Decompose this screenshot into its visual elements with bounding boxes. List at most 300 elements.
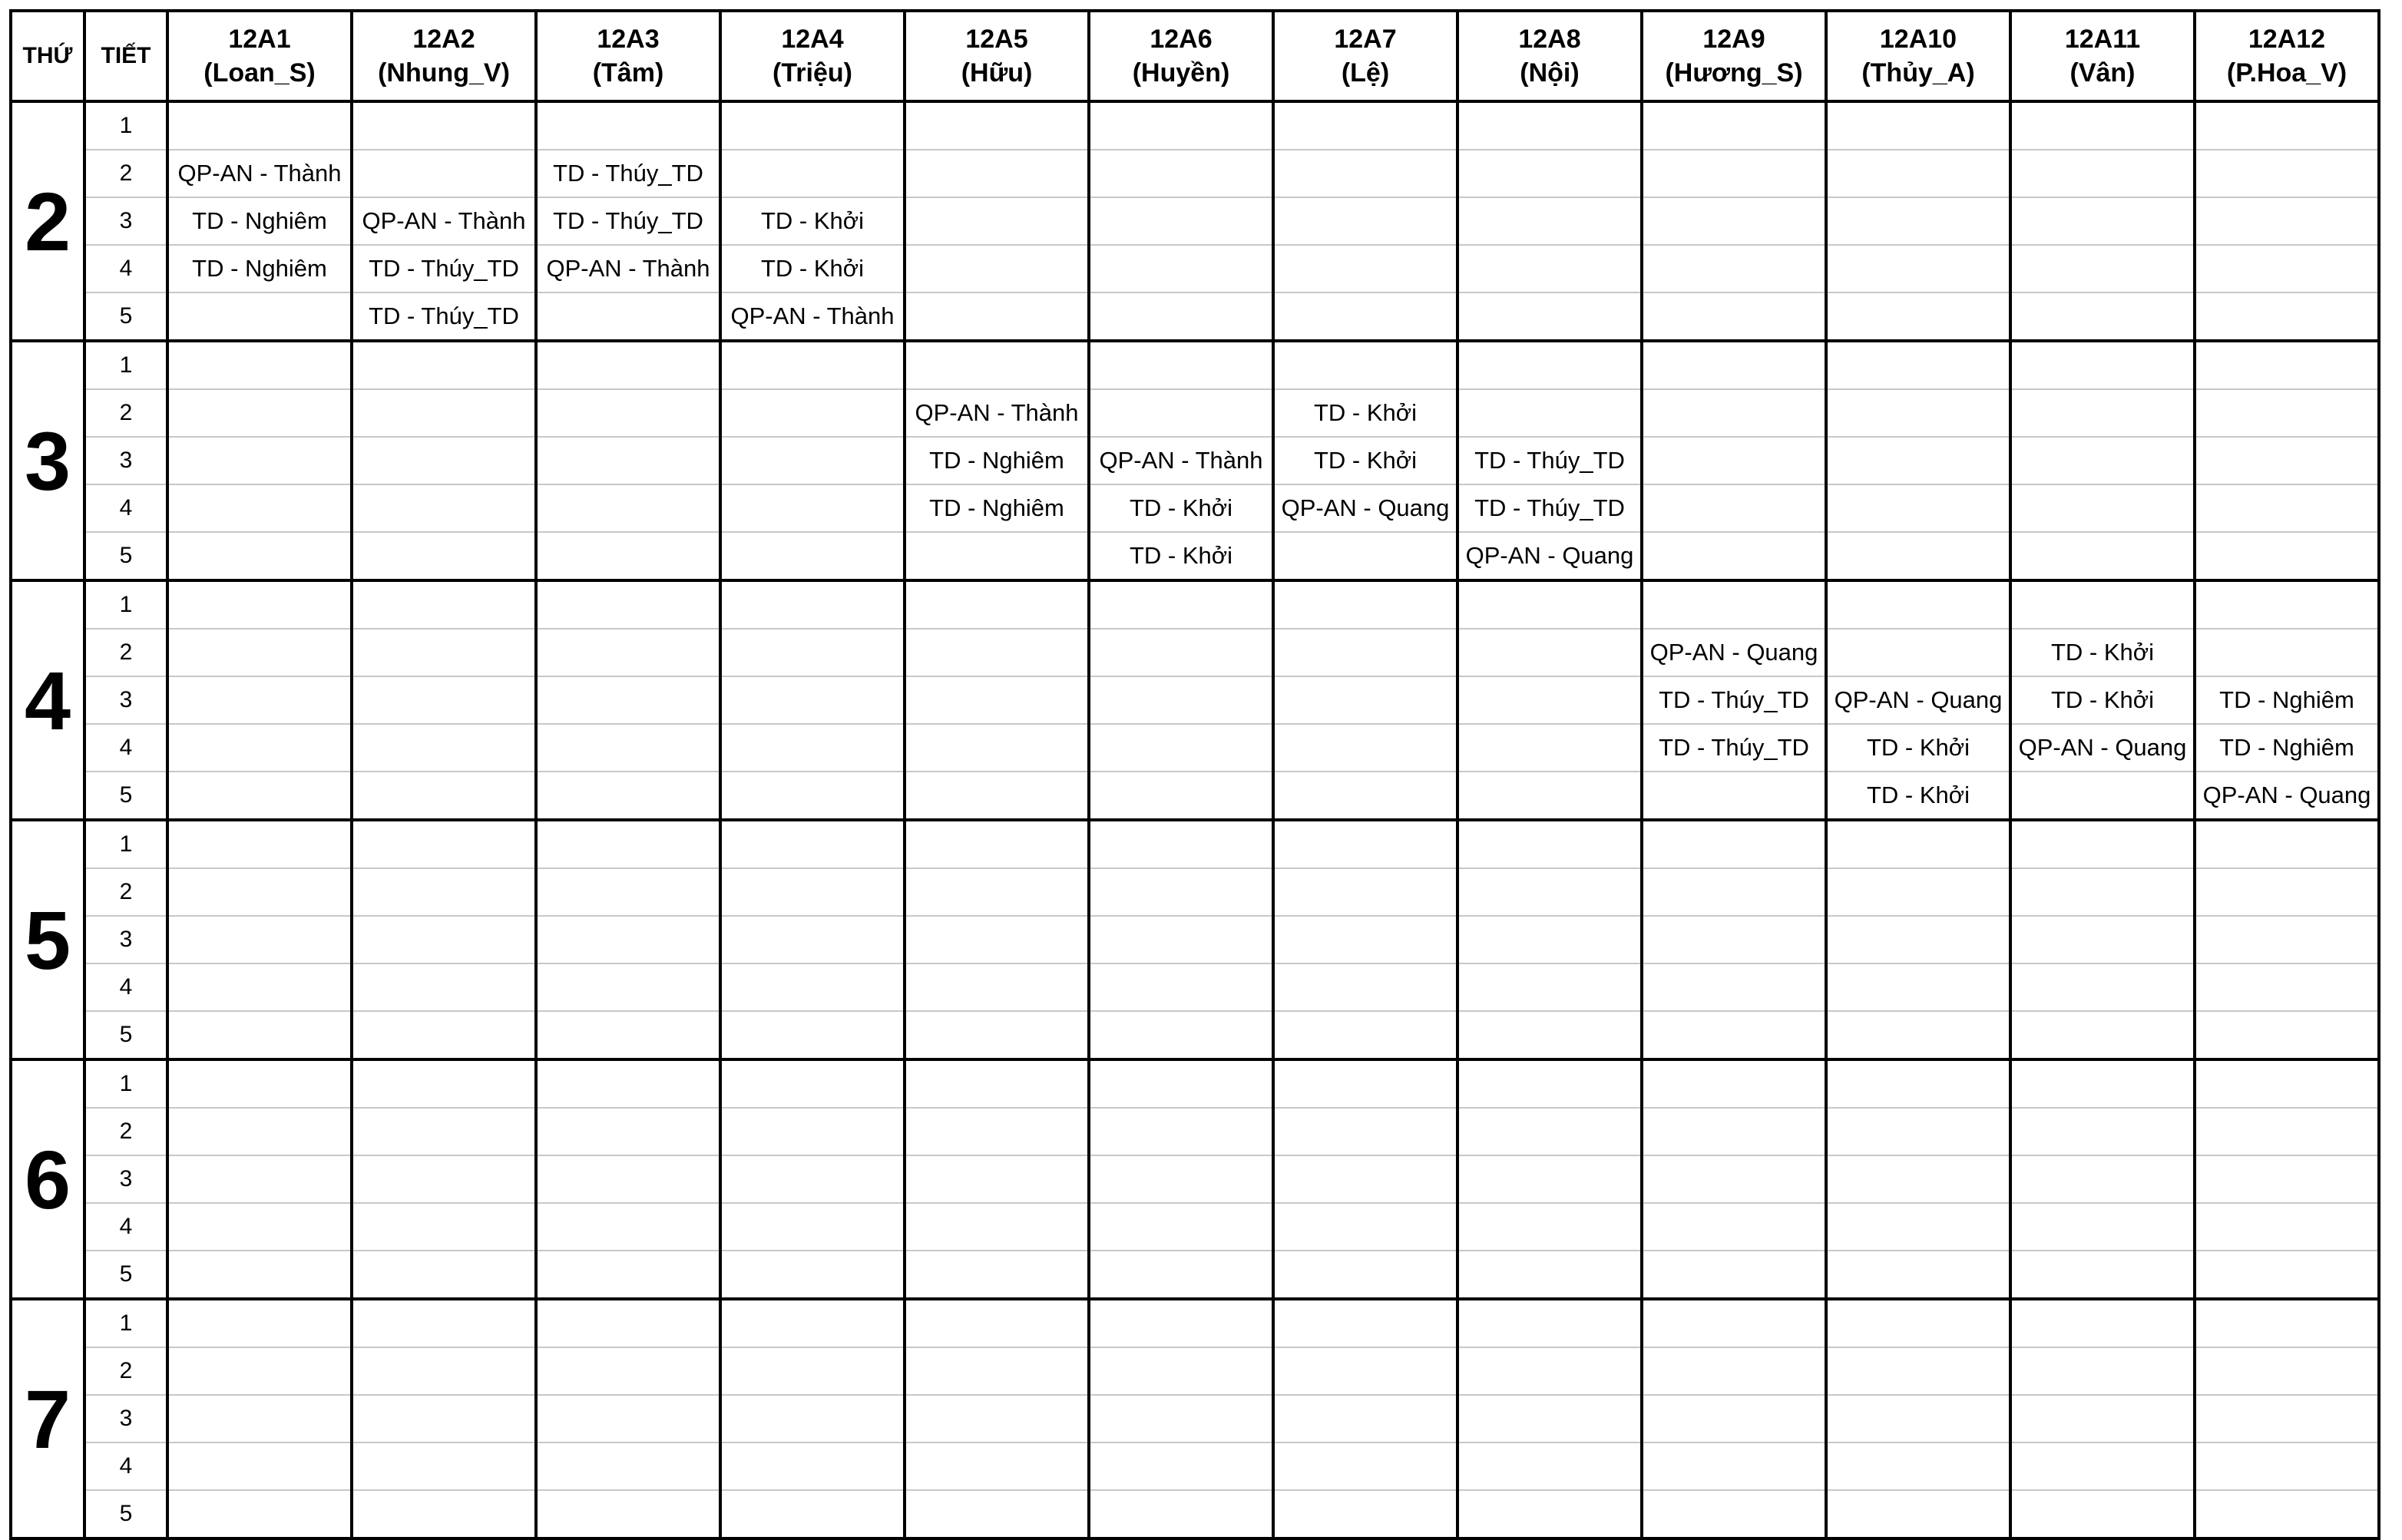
class-name: 12A1	[228, 25, 291, 54]
period-number: 2	[84, 868, 167, 916]
lesson-cell	[167, 1395, 352, 1443]
lesson-cell	[352, 1203, 536, 1251]
lesson-cell	[1089, 1155, 1273, 1203]
period-number: 4	[84, 245, 167, 292]
lesson-cell	[1089, 292, 1273, 341]
lesson-cell	[1089, 1251, 1273, 1299]
lesson-cell	[1089, 1490, 1273, 1538]
lesson-cell: TD - Thúy_TD	[352, 292, 536, 341]
lesson-cell	[1457, 580, 1642, 629]
lesson-cell: TD - Nghiêm	[167, 245, 352, 292]
period-number: 3	[84, 1155, 167, 1203]
lesson-cell	[720, 1299, 905, 1347]
day-label: 4	[11, 580, 84, 820]
table-row	[11, 341, 2379, 389]
lesson-cell	[720, 963, 905, 1011]
lesson-cell: TD - Khởi	[720, 197, 905, 245]
lesson-cell	[1273, 676, 1457, 724]
lesson-cell	[167, 1347, 352, 1395]
lesson-cell: TD - Thúy_TD	[1642, 676, 1826, 724]
lesson-cell	[1457, 150, 1642, 197]
lesson-cell	[2195, 1011, 2379, 1059]
lesson-cell	[1642, 1347, 1826, 1395]
lesson-cell	[1089, 1395, 1273, 1443]
lesson-cell	[1642, 580, 1826, 629]
lesson-cell	[1826, 1443, 2010, 1490]
class-name: 12A2	[412, 25, 475, 54]
class-header-12a8	[1457, 11, 1642, 101]
lesson-cell	[167, 820, 352, 868]
lesson-cell	[720, 629, 905, 676]
lesson-cell: QP-AN - Quang	[2010, 724, 2195, 772]
lesson-cell	[1642, 1299, 1826, 1347]
lesson-cell	[2010, 532, 2195, 580]
lesson-cell	[1457, 1490, 1642, 1538]
lesson-cell	[536, 1490, 720, 1538]
lesson-cell	[905, 532, 1089, 580]
day-label: 7	[11, 1299, 84, 1538]
lesson-cell	[1642, 1395, 1826, 1443]
lesson-cell	[536, 772, 720, 820]
lesson-cell	[2010, 1299, 2195, 1347]
lesson-cell	[2195, 820, 2379, 868]
table-row	[11, 292, 2379, 341]
class-header-12a12	[2195, 11, 2379, 101]
lesson-cell	[720, 437, 905, 484]
lesson-cell	[352, 1490, 536, 1538]
lesson-cell	[1457, 724, 1642, 772]
lesson-cell	[720, 101, 905, 150]
period-number: 1	[84, 580, 167, 629]
lesson-cell	[2010, 1011, 2195, 1059]
lesson-cell	[167, 437, 352, 484]
homeroom-teacher: (Lệ)	[1341, 58, 1390, 88]
lesson-cell	[167, 389, 352, 437]
lesson-cell: TD - Khởi	[1273, 389, 1457, 437]
lesson-cell	[720, 532, 905, 580]
lesson-cell	[2010, 245, 2195, 292]
period-number: 5	[84, 772, 167, 820]
class-name: 12A12	[2248, 25, 2326, 54]
lesson-cell	[1273, 868, 1457, 916]
lesson-cell	[352, 1395, 536, 1443]
lesson-cell	[352, 1347, 536, 1395]
class-name: 12A4	[781, 25, 844, 54]
lesson-cell	[1089, 1443, 1273, 1490]
lesson-cell	[905, 1490, 1089, 1538]
lesson-cell	[720, 341, 905, 389]
lesson-cell	[1273, 1443, 1457, 1490]
lesson-cell	[352, 1059, 536, 1108]
lesson-cell	[2010, 772, 2195, 820]
homeroom-teacher: (Hương_S)	[1665, 58, 1803, 88]
lesson-cell	[167, 868, 352, 916]
lesson-cell	[1273, 1490, 1457, 1538]
day-column-header: THỨ	[11, 11, 84, 101]
lesson-cell	[167, 1443, 352, 1490]
lesson-cell	[1457, 1347, 1642, 1395]
lesson-cell	[1273, 292, 1457, 341]
lesson-cell	[905, 820, 1089, 868]
lesson-cell	[536, 1299, 720, 1347]
lesson-cell	[1273, 724, 1457, 772]
lesson-cell	[536, 341, 720, 389]
lesson-cell: TD - Khởi	[1273, 437, 1457, 484]
lesson-cell: TD - Khởi	[720, 245, 905, 292]
lesson-cell	[352, 963, 536, 1011]
period-number: 3	[84, 197, 167, 245]
lesson-cell	[2195, 1059, 2379, 1108]
lesson-cell	[720, 772, 905, 820]
lesson-cell	[536, 629, 720, 676]
lesson-cell	[2010, 101, 2195, 150]
lesson-cell	[1089, 245, 1273, 292]
lesson-cell	[352, 389, 536, 437]
lesson-cell	[905, 1011, 1089, 1059]
lesson-cell	[1826, 1108, 2010, 1155]
lesson-cell	[905, 1299, 1089, 1347]
class-header-12a5	[905, 11, 1089, 101]
period-number: 1	[84, 820, 167, 868]
lesson-cell	[1089, 676, 1273, 724]
lesson-cell	[2195, 1347, 2379, 1395]
lesson-cell	[1089, 963, 1273, 1011]
class-header-12a2	[352, 11, 536, 101]
lesson-cell	[167, 629, 352, 676]
lesson-cell	[720, 150, 905, 197]
lesson-cell	[536, 1251, 720, 1299]
lesson-cell	[1826, 1155, 2010, 1203]
lesson-cell: QP-AN - Quang	[1642, 629, 1826, 676]
class-header-12a10	[1826, 11, 2010, 101]
period-number: 5	[84, 1251, 167, 1299]
lesson-cell	[2010, 484, 2195, 532]
table-row	[11, 101, 2379, 150]
lesson-cell	[1826, 820, 2010, 868]
lesson-cell	[1642, 963, 1826, 1011]
lesson-cell	[536, 963, 720, 1011]
lesson-cell	[2195, 389, 2379, 437]
lesson-cell	[2010, 197, 2195, 245]
lesson-cell	[536, 101, 720, 150]
lesson-cell	[905, 150, 1089, 197]
period-number: 3	[84, 1395, 167, 1443]
lesson-cell	[1457, 1443, 1642, 1490]
lesson-cell	[167, 341, 352, 389]
lesson-cell	[536, 820, 720, 868]
lesson-cell	[536, 292, 720, 341]
lesson-cell	[1089, 629, 1273, 676]
lesson-cell	[1826, 101, 2010, 150]
class-header-12a1	[167, 11, 352, 101]
lesson-cell	[1457, 1108, 1642, 1155]
lesson-cell	[2195, 1443, 2379, 1490]
period-number: 2	[84, 1108, 167, 1155]
lesson-cell	[352, 868, 536, 916]
period-number: 2	[84, 1347, 167, 1395]
table-row	[11, 484, 2379, 532]
lesson-cell: TD - Thúy_TD	[1457, 484, 1642, 532]
period-number: 1	[84, 101, 167, 150]
lesson-cell	[167, 532, 352, 580]
lesson-cell	[1457, 820, 1642, 868]
lesson-cell	[1642, 916, 1826, 963]
timetable-body	[11, 101, 2379, 1538]
table-row	[11, 532, 2379, 580]
lesson-cell	[1826, 629, 2010, 676]
day-label: 2	[11, 101, 84, 341]
period-number: 4	[84, 963, 167, 1011]
table-row	[11, 963, 2379, 1011]
table-row	[11, 629, 2379, 676]
lesson-cell	[1642, 1203, 1826, 1251]
lesson-cell	[536, 676, 720, 724]
lesson-cell: TD - Thúy_TD	[536, 150, 720, 197]
period-number: 1	[84, 1299, 167, 1347]
period-number: 4	[84, 1203, 167, 1251]
lesson-cell	[1457, 1203, 1642, 1251]
lesson-cell	[1642, 820, 1826, 868]
lesson-cell	[352, 580, 536, 629]
lesson-cell	[167, 580, 352, 629]
lesson-cell	[352, 101, 536, 150]
lesson-cell	[167, 772, 352, 820]
day-label: 5	[11, 820, 84, 1059]
class-name: 12A9	[1702, 25, 1765, 54]
lesson-cell	[536, 437, 720, 484]
lesson-cell	[352, 1443, 536, 1490]
lesson-cell: QP-AN - Thành	[1089, 437, 1273, 484]
lesson-cell	[2010, 341, 2195, 389]
lesson-cell	[352, 916, 536, 963]
lesson-cell	[720, 580, 905, 629]
lesson-cell	[905, 1395, 1089, 1443]
lesson-cell	[720, 868, 905, 916]
period-number: 1	[84, 1059, 167, 1108]
lesson-cell	[352, 1155, 536, 1203]
class-name: 12A5	[965, 25, 1028, 54]
lesson-cell	[1273, 820, 1457, 868]
table-row	[11, 1108, 2379, 1155]
lesson-cell	[2010, 820, 2195, 868]
table-row	[11, 820, 2379, 868]
lesson-cell	[905, 197, 1089, 245]
lesson-cell: QP-AN - Thành	[352, 197, 536, 245]
lesson-cell	[536, 1059, 720, 1108]
lesson-cell	[1826, 484, 2010, 532]
lesson-cell	[1089, 341, 1273, 389]
lesson-cell	[1457, 101, 1642, 150]
lesson-cell: TD - Nghiêm	[905, 437, 1089, 484]
lesson-cell	[1642, 1443, 1826, 1490]
lesson-cell	[2010, 1490, 2195, 1538]
lesson-cell	[536, 868, 720, 916]
table-row	[11, 676, 2379, 724]
lesson-cell	[1273, 963, 1457, 1011]
lesson-cell: QP-AN - Thành	[720, 292, 905, 341]
lesson-cell: QP-AN - Thành	[536, 245, 720, 292]
lesson-cell	[2010, 868, 2195, 916]
homeroom-teacher: (Thủy_A)	[1861, 58, 1975, 88]
lesson-cell	[720, 1443, 905, 1490]
lesson-cell	[1826, 197, 2010, 245]
lesson-cell	[1642, 341, 1826, 389]
lesson-cell	[1273, 1395, 1457, 1443]
lesson-cell	[1089, 1011, 1273, 1059]
lesson-cell: QP-AN - Quang	[1826, 676, 2010, 724]
period-column-header: TIẾT	[84, 11, 167, 101]
lesson-cell: QP-AN - Quang	[1273, 484, 1457, 532]
table-row	[11, 197, 2379, 245]
lesson-cell	[2195, 580, 2379, 629]
lesson-cell	[352, 532, 536, 580]
lesson-cell	[352, 484, 536, 532]
lesson-cell	[1457, 389, 1642, 437]
homeroom-teacher: (P.Hoa_V)	[2226, 58, 2347, 88]
lesson-cell	[1457, 916, 1642, 963]
period-number: 5	[84, 1011, 167, 1059]
lesson-cell	[167, 1203, 352, 1251]
lesson-cell	[2195, 1490, 2379, 1538]
homeroom-teacher: (Huyền)	[1132, 58, 1230, 88]
class-header-12a6	[1089, 11, 1273, 101]
lesson-cell	[905, 1203, 1089, 1251]
period-number: 5	[84, 1490, 167, 1538]
lesson-cell	[1457, 245, 1642, 292]
class-header-12a3	[536, 11, 720, 101]
table-row	[11, 1299, 2379, 1347]
lesson-cell	[2195, 197, 2379, 245]
homeroom-teacher: (Nội)	[1520, 58, 1580, 88]
lesson-cell	[1273, 1108, 1457, 1155]
lesson-cell: TD - Khởi	[1089, 484, 1273, 532]
lesson-cell	[905, 341, 1089, 389]
lesson-cell	[905, 676, 1089, 724]
lesson-cell	[1826, 1395, 2010, 1443]
table-row	[11, 437, 2379, 484]
lesson-cell	[352, 1299, 536, 1347]
lesson-cell	[536, 724, 720, 772]
lesson-cell	[720, 1395, 905, 1443]
lesson-cell	[720, 1490, 905, 1538]
table-row	[11, 1443, 2379, 1490]
lesson-cell	[2195, 484, 2379, 532]
lesson-cell	[905, 245, 1089, 292]
lesson-cell	[1089, 1203, 1273, 1251]
lesson-cell	[2195, 150, 2379, 197]
lesson-cell	[1642, 1059, 1826, 1108]
homeroom-teacher: (Loan_S)	[203, 58, 316, 88]
lesson-cell	[1826, 580, 2010, 629]
lesson-cell	[905, 101, 1089, 150]
lesson-cell	[1273, 1251, 1457, 1299]
lesson-cell	[167, 916, 352, 963]
lesson-cell	[1642, 101, 1826, 150]
lesson-cell	[905, 292, 1089, 341]
lesson-cell	[2195, 532, 2379, 580]
class-header-12a7	[1273, 11, 1457, 101]
lesson-cell	[1089, 868, 1273, 916]
lesson-cell	[1273, 629, 1457, 676]
period-number: 2	[84, 389, 167, 437]
lesson-cell	[1273, 101, 1457, 150]
table-row	[11, 580, 2379, 629]
lesson-cell	[2010, 1108, 2195, 1155]
table-row	[11, 916, 2379, 963]
class-name: 12A7	[1334, 25, 1397, 54]
lesson-cell	[905, 580, 1089, 629]
lesson-cell	[1457, 1251, 1642, 1299]
lesson-cell	[536, 1108, 720, 1155]
lesson-cell	[1826, 1347, 2010, 1395]
day-label: 6	[11, 1059, 84, 1299]
lesson-cell	[905, 1251, 1089, 1299]
lesson-cell	[1642, 532, 1826, 580]
lesson-cell	[1089, 197, 1273, 245]
period-number: 2	[84, 629, 167, 676]
lesson-cell	[352, 676, 536, 724]
period-number: 4	[84, 724, 167, 772]
lesson-cell	[1457, 1059, 1642, 1108]
lesson-cell	[1826, 1299, 2010, 1347]
lesson-cell	[1457, 963, 1642, 1011]
lesson-cell	[1273, 341, 1457, 389]
lesson-cell	[536, 1155, 720, 1203]
lesson-cell	[1089, 1108, 1273, 1155]
lesson-cell: TD - Nghiêm	[905, 484, 1089, 532]
lesson-cell	[720, 916, 905, 963]
table-row	[11, 1011, 2379, 1059]
lesson-cell	[1826, 1059, 2010, 1108]
homeroom-teacher: (Nhung_V)	[378, 58, 510, 88]
lesson-cell	[2010, 1251, 2195, 1299]
lesson-cell	[352, 1108, 536, 1155]
lesson-cell	[1642, 1251, 1826, 1299]
lesson-cell: TD - Nghiêm	[2195, 676, 2379, 724]
lesson-cell	[905, 1108, 1089, 1155]
lesson-cell	[1457, 292, 1642, 341]
header-row	[11, 11, 2379, 101]
lesson-cell	[905, 868, 1089, 916]
lesson-cell	[1089, 1059, 1273, 1108]
class-header-12a4	[720, 11, 905, 101]
lesson-cell	[536, 484, 720, 532]
period-number: 5	[84, 532, 167, 580]
lesson-cell	[1826, 389, 2010, 437]
lesson-cell	[720, 484, 905, 532]
lesson-cell	[167, 1059, 352, 1108]
lesson-cell	[720, 1059, 905, 1108]
lesson-cell	[1826, 1011, 2010, 1059]
lesson-cell	[1273, 1011, 1457, 1059]
homeroom-teacher: (Triệu)	[773, 58, 852, 88]
lesson-cell	[720, 1203, 905, 1251]
lesson-cell	[1826, 437, 2010, 484]
period-number: 1	[84, 341, 167, 389]
table-row	[11, 1490, 2379, 1538]
lesson-cell	[167, 1299, 352, 1347]
table-row	[11, 150, 2379, 197]
lesson-cell	[2195, 963, 2379, 1011]
lesson-cell	[352, 1011, 536, 1059]
lesson-cell	[1273, 1299, 1457, 1347]
lesson-cell	[2010, 963, 2195, 1011]
lesson-cell	[1457, 772, 1642, 820]
lesson-cell	[167, 101, 352, 150]
lesson-cell	[720, 1108, 905, 1155]
lesson-cell	[1457, 1395, 1642, 1443]
lesson-cell	[1089, 150, 1273, 197]
